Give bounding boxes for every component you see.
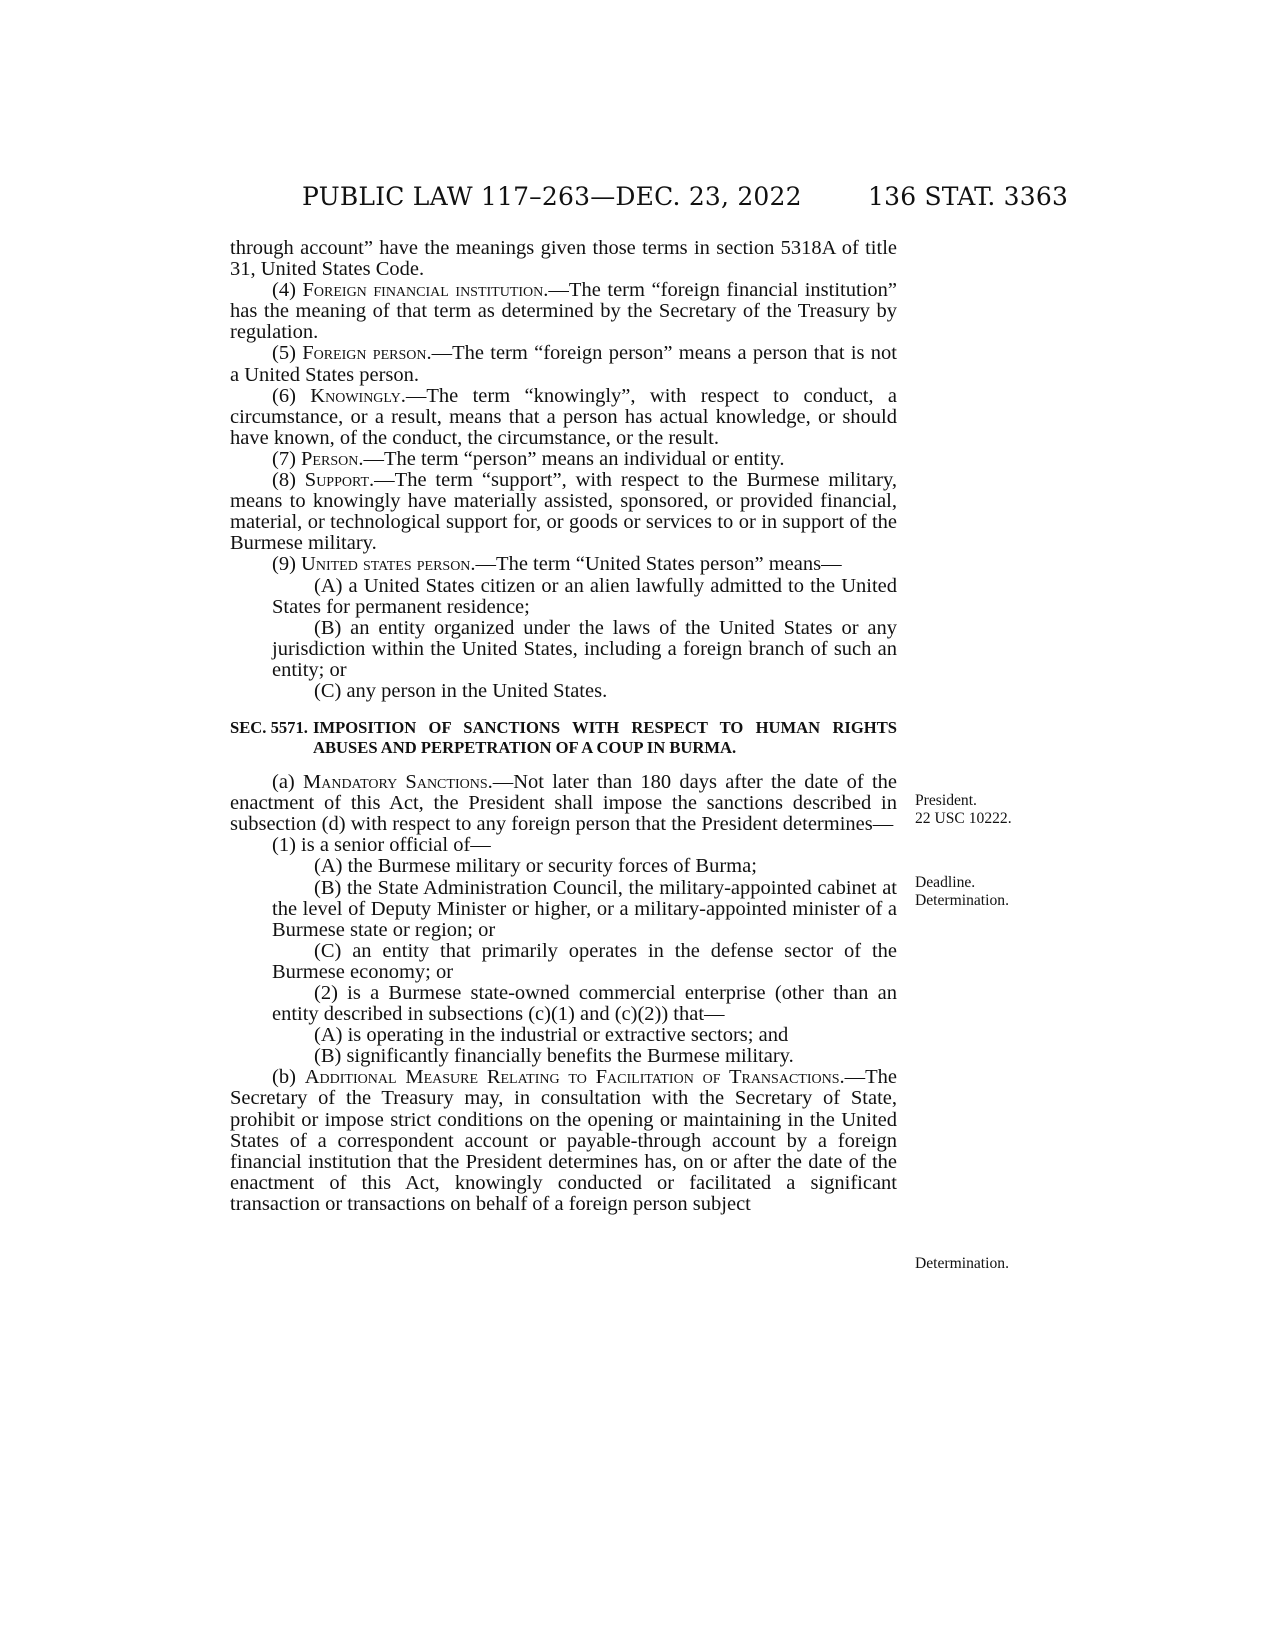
subparagraph-9-C: (C) any person in the United States. [314, 679, 608, 702]
term-heading: Knowingly [310, 384, 401, 407]
subsection-heading: Additional Measure Relating to Facilitation of Transactions [304, 1066, 840, 1089]
margin-note-line: President. [915, 792, 977, 809]
subparagraph-a-2-B: (B) significantly financially benefits the Burmese military. [314, 1045, 794, 1068]
margin-note-president [915, 792, 1012, 828]
definition-4: (4) Foreign financial institution.—The term “foreign financial institution” has the meaning of that term as determined by the Secretary of the Treasury by regulation. [230, 279, 897, 344]
subsection-heading: Mandatory Sanctions [303, 771, 488, 794]
subsection-b: (b) Additional Measure Relating to Facilitation of Transactions.—The Secretary of the Treasury may, in consultation with the Secretary of State, prohibit or impose strict conditions on the opening or maintaining in the United States of a correspondent account or payable-through account by a foreign financial institution that the President determines has, on or after the date of the enactment of this Act, knowingly conducted or facilitated a significant transaction or transactions on behalf of a foreign person subject [230, 1066, 897, 1215]
margin-note-line: Determination. [915, 892, 1009, 909]
term-heading: Foreign person [302, 342, 427, 365]
margin-note-usc-citation: 22 USC 10222. [915, 810, 1012, 827]
margin-note-line: Deadline. [915, 874, 976, 891]
paragraph-a-2: (2) is a Burmese state-owned commercial enterprise (other than an entity described in subsections (c)(1) and (c)(2)) that— [272, 982, 897, 1026]
section-title: IMPOSITION OF SANCTIONS WITH RESPECT TO HUMAN RIGHTS ABUSES AND PERPETRATION OF A COUP IN BURMA. [313, 718, 897, 758]
running-header-law: PUBLIC LAW 117–263—DEC. 23, 2022 [302, 182, 802, 211]
subparagraph-a-2-A: (A) is operating in the industrial or extractive sectors; and [314, 1024, 789, 1047]
term-heading: Foreign financial institution [302, 279, 544, 302]
margin-note-line: Determination. [915, 1255, 1009, 1272]
margin-note-deadline [915, 874, 1009, 910]
subparagraph-a-1-B: (B) the State Administration Council, the military-appointed cabinet at the level of Deputy Minister or higher, or a military-appointed minister of a Burmese state or region; or [272, 876, 897, 941]
statute-body [230, 238, 897, 1215]
definition-7: (7) Person.—The term “person” means an individual or entity. [272, 447, 785, 470]
definition-9: (9) United states person.—The term “United States person” means— [272, 553, 842, 576]
margin-note-determination [915, 1255, 1009, 1273]
subparagraph-a-1-C: (C) an entity that primarily operates in the defense sector of the Burmese economy; or [272, 939, 897, 983]
subparagraph-9-A: (A) a United States citizen or an alien lawfully admitted to the United States for permanent residence; [272, 574, 897, 618]
definition-6: (6) Knowingly.—The term “knowingly”, with respect to conduct, a circumstance, or a result, means that a person has actual knowledge, or should have known, of the conduct, the circumstance, or the result. [230, 384, 898, 449]
subparagraph-a-1-A: (A) the Burmese military or security forces of Burma; [314, 855, 757, 878]
definition-5: (5) Foreign person.—The term “foreign person” means a person that is not a United States person. [230, 342, 897, 386]
subparagraph-9-B: (B) an entity organized under the laws of the United States or any jurisdiction within the United States, including a foreign branch of such an entity; or [272, 616, 897, 681]
term-heading: Support [304, 469, 370, 492]
term-heading: Person [301, 447, 359, 470]
section-heading [230, 718, 897, 758]
section-number: SEC. 5571. [230, 718, 308, 738]
paragraph-a-1: (1) is a senior official of— [272, 834, 491, 857]
definition-8: (8) Support.—The term “support”, with respect to the Burmese military, means to knowingly have materially assisted, sponsored, or provided financial, material, or technological support for, or goods or services to or in support of the Burmese military. [230, 469, 898, 555]
paragraph-continuation: through account” have the meanings given those terms in section 5318A of title 31, United States Code. [230, 237, 897, 281]
term-heading: United states person [301, 553, 471, 576]
subsection-a: (a) Mandatory Sanctions.—Not later than 180 days after the date of the enactment of this Act, the President shall impose the sanctions described in subsection (d) with respect to any foreign person that the President determines— [230, 771, 897, 836]
running-header-stat-page: 136 STAT. 3363 [868, 182, 1069, 211]
